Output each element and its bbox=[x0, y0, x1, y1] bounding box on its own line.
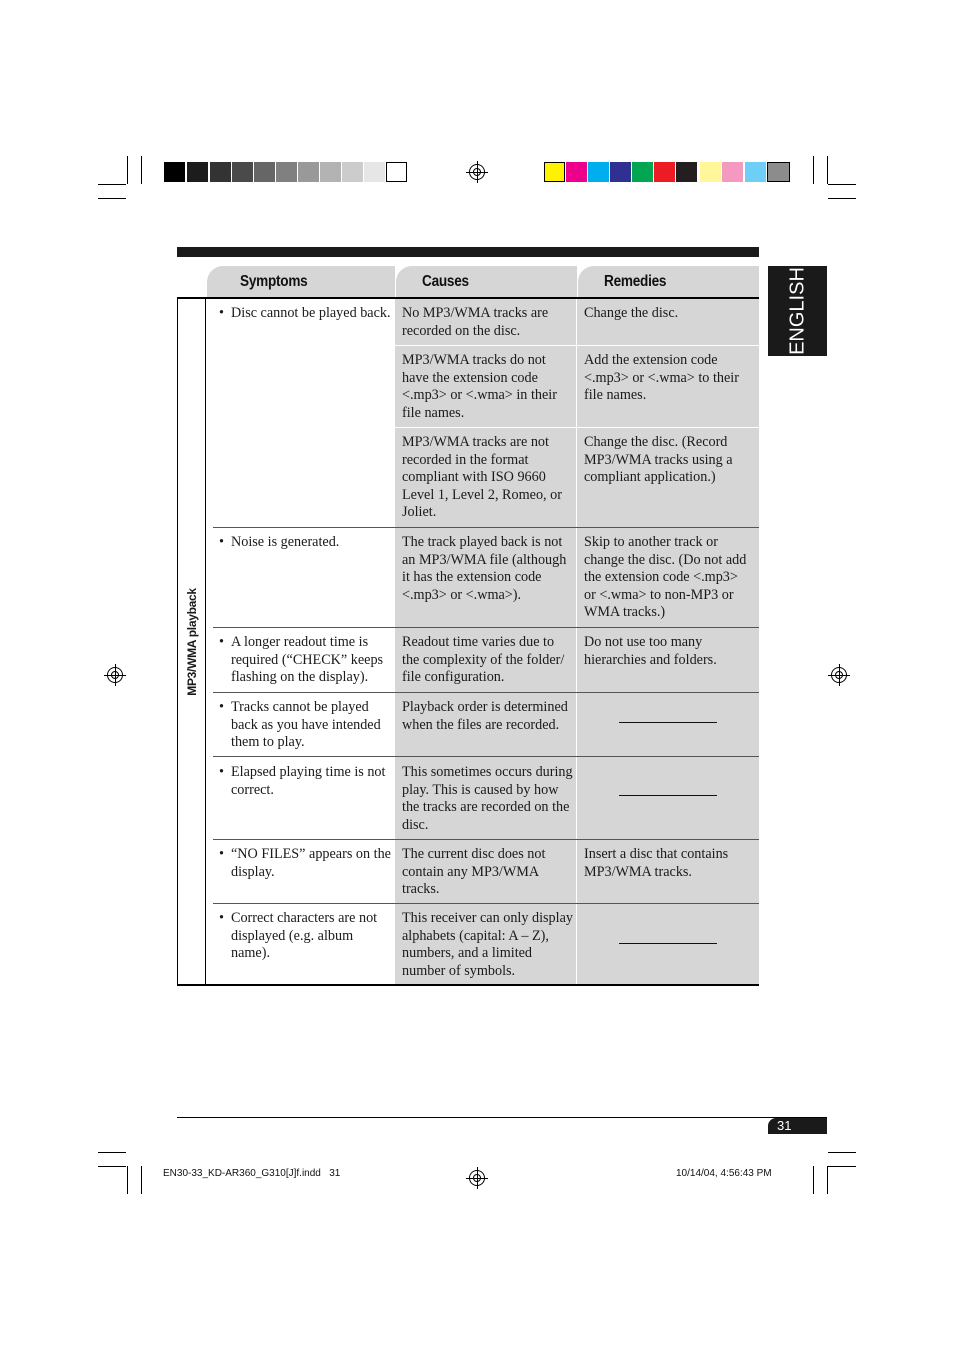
crop-mark bbox=[827, 1166, 828, 1194]
cause-cell: The current disc does not contain any MP3/WMA tracks. bbox=[402, 846, 546, 898]
crop-mark bbox=[827, 156, 828, 184]
symptom-text: Disc cannot be played back. bbox=[231, 305, 391, 321]
cause-cell: MP3/WMA tracks are not recorded in the format compliant with ISO 9660 Level 1, Level 2, Romeo, or Joliet. bbox=[402, 434, 562, 521]
no-remedy-dash bbox=[619, 943, 717, 944]
crop-mark bbox=[828, 1152, 856, 1153]
cause-cell: This receiver can only display alphabets (capital: A – Z), numbers, and a limited number of symbols. bbox=[402, 910, 573, 979]
cause-cell: Playback order is determined when the files are recorded. bbox=[402, 699, 568, 733]
remedy-cell: Skip to another track or change the disc. (Do not add the extension code <.mp3> or <.wma> to non-MP3 or WMA tracks.) bbox=[584, 534, 747, 621]
language-tab-label: ENGLISH bbox=[786, 267, 808, 355]
row-divider bbox=[213, 627, 759, 628]
symptom-text: Tracks cannot be played back as you have intended them to play. bbox=[231, 699, 381, 751]
crop-mark bbox=[141, 1166, 142, 1194]
bullet: • bbox=[219, 699, 224, 715]
footer-file-name: EN30-33_KD-AR360_G310[J]f.indd 31 bbox=[163, 1168, 341, 1179]
row-divider bbox=[395, 427, 759, 428]
remedy-cell: Change the disc. bbox=[584, 305, 679, 321]
footer-timestamp: 10/14/04, 4:56:43 PM bbox=[676, 1168, 772, 1179]
row-divider bbox=[213, 839, 759, 840]
cause-cell: Readout time varies due to the complexity of the folder/ file configuration. bbox=[402, 634, 565, 686]
symptom-cell bbox=[219, 699, 393, 752]
language-tab bbox=[768, 266, 827, 356]
crop-mark bbox=[98, 184, 126, 185]
crop-mark bbox=[98, 1166, 126, 1167]
remedy-cell: Add the extension code <.mp3> or <.wma> to their file names. bbox=[584, 352, 739, 404]
crop-mark bbox=[127, 1166, 128, 1194]
registration-mark-icon bbox=[831, 667, 847, 683]
bullet: • bbox=[219, 764, 224, 780]
top-rule bbox=[177, 247, 759, 257]
crop-mark bbox=[813, 156, 814, 184]
bullet: • bbox=[219, 910, 224, 926]
row-divider bbox=[213, 527, 759, 528]
header-symptoms bbox=[207, 266, 395, 298]
symptom-cell bbox=[219, 305, 393, 323]
crop-mark bbox=[127, 156, 128, 184]
section-label-text: MP3/WMA playback bbox=[185, 588, 199, 696]
registration-mark-icon bbox=[469, 1170, 485, 1186]
section-right-rule bbox=[205, 297, 206, 986]
page-number: 31 bbox=[777, 1118, 792, 1133]
no-remedy-dash bbox=[619, 722, 717, 723]
cause-cell: The track played back is not an MP3/WMA file (although it has the extension code <.mp3> or <.wma>). bbox=[402, 534, 567, 603]
crop-mark bbox=[98, 1152, 126, 1153]
bullet: • bbox=[219, 534, 224, 550]
table-bottom-rule bbox=[177, 984, 759, 986]
symptom-text: Elapsed playing time is not correct. bbox=[231, 764, 386, 798]
remedy-cell: Change the disc. (Record MP3/WMA tracks using a compliant application.) bbox=[584, 434, 733, 486]
crop-mark bbox=[98, 198, 126, 199]
cause-cell: MP3/WMA tracks do not have the extension code <.mp3> or <.wma> in their file names. bbox=[402, 352, 557, 421]
symptom-cell bbox=[219, 910, 393, 963]
remedy-cell: Do not use too many hierarchies and folders. bbox=[584, 634, 717, 668]
no-remedy-dash bbox=[619, 795, 717, 796]
cause-cell: No MP3/WMA tracks are recorded on the disc. bbox=[402, 305, 549, 339]
crop-mark bbox=[828, 198, 856, 199]
row-divider bbox=[213, 692, 759, 693]
bottom-rule bbox=[177, 1117, 827, 1118]
header-remedies-label: Remedies bbox=[604, 273, 667, 290]
symptom-text: Noise is generated. bbox=[231, 534, 340, 550]
symptom-cell bbox=[219, 846, 393, 881]
table-top-rule bbox=[177, 297, 759, 299]
crop-mark bbox=[828, 184, 856, 185]
row-divider bbox=[213, 756, 759, 757]
bullet: • bbox=[219, 305, 224, 321]
remedy-cell: Insert a disc that contains MP3/WMA tracks. bbox=[584, 846, 729, 880]
crop-mark bbox=[828, 1166, 856, 1167]
registration-mark-icon bbox=[469, 164, 485, 180]
crop-mark bbox=[813, 1166, 814, 1194]
bullet: • bbox=[219, 634, 224, 650]
section-label bbox=[180, 297, 204, 986]
crop-mark bbox=[141, 156, 142, 184]
cause-cell: This sometimes occurs during play. This is caused by how the tracks are recorded on the disc. bbox=[402, 764, 573, 833]
symptom-cell bbox=[219, 764, 393, 799]
symptom-text: A longer readout time is required (“CHECK” keeps flashing on the display). bbox=[231, 634, 384, 686]
row-divider bbox=[213, 903, 759, 904]
symptom-cell bbox=[219, 534, 393, 552]
header-causes bbox=[396, 266, 577, 298]
section-left-rule bbox=[177, 297, 178, 986]
registration-mark-icon bbox=[107, 667, 123, 683]
symptom-text: Correct characters are not displayed (e.g. album name). bbox=[231, 910, 378, 962]
row-divider bbox=[395, 345, 759, 346]
page-number-tab bbox=[768, 1118, 827, 1134]
header-causes-label: Causes bbox=[422, 273, 469, 290]
header-remedies bbox=[578, 266, 759, 298]
header-symptoms-label: Symptoms bbox=[240, 273, 308, 290]
bullet: • bbox=[219, 846, 224, 862]
symptom-text: “NO FILES” appears on the display. bbox=[231, 846, 391, 880]
symptom-cell bbox=[219, 634, 393, 687]
